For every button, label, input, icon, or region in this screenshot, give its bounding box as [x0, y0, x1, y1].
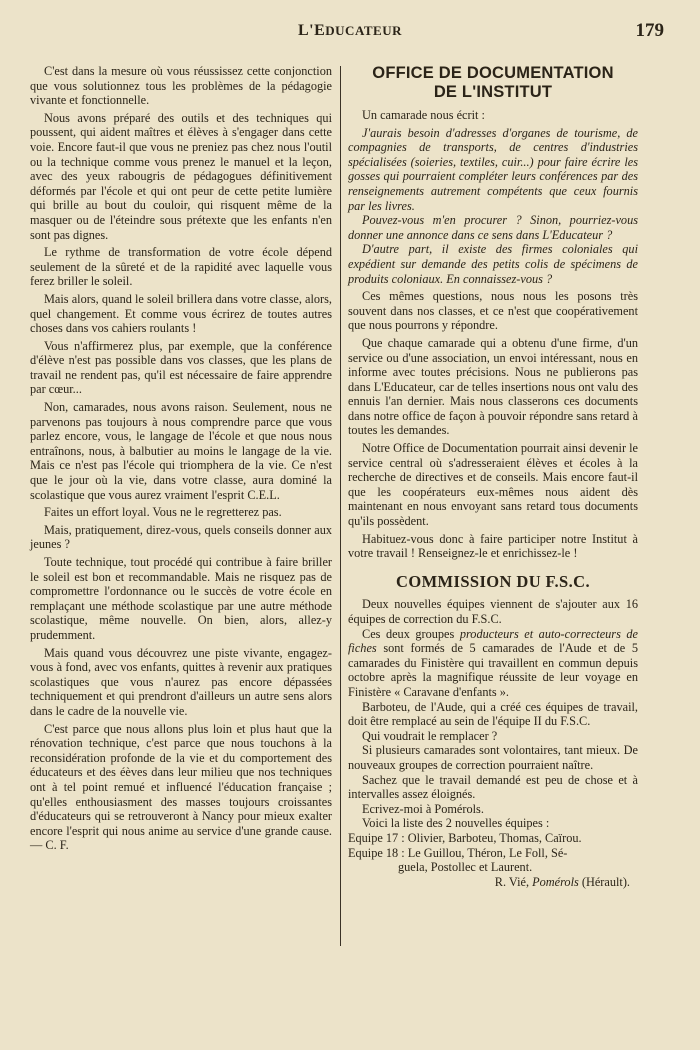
column-divider: [340, 66, 341, 946]
paragraph: Si plusieurs camarades sont volontaires, tant mieux. De nouveaux groupes de correction pourraient naître.: [348, 743, 638, 772]
paragraph: Le rythme de transformation de votre école dépend seulement de la sûreté et de la rapidité avec laquelle vous ferez briller le soleil.: [30, 245, 332, 289]
paragraph: Mais quand vous découvrez une piste vivante, engagez-vous à fond, avec vos enfants, quittes à revenir aux pratiques scolastiques que vous n'aurez pas encore dépassées techniquement et qui prendront d'ailleurs un autre sens alors dans le cadre de la nouvelle vie.: [30, 645, 332, 718]
paragraph: Ecrivez-moi à Pomérols.: [362, 801, 484, 816]
office-title-line2: DE L'INSTITUT: [433, 83, 553, 101]
paragraph: Barboteu, de l'Aude, qui a créé ces équipes de travail, doit être remplacé au sein de l'équipe II du F.S.C.: [348, 699, 638, 729]
paragraph: Mais, pratiquement, direz-vous, quels conseils donner aux jeunes ?: [30, 522, 332, 552]
left-column: [30, 64, 332, 856]
paragraph: Habituez-vous donc à faire participer notre Institut à votre travail ! Renseignez-le et enrichissez-le !: [348, 531, 638, 561]
text-run: Ces deux groupes: [362, 626, 460, 641]
paragraph: C'est parce que nous allons plus loin et plus haut que la rénovation technique, c'est parce que nous touchons à la reconsidération profonde de la vie et du comportement des éducateurs et des éèves dans leur milieu que nos techniques ont à tel point remué et influencé l'éducation française ; qu'elles enthousiasment des masses toujours croissantes d'éducateurs qui se retrouveront à Nancy pour mieux exalter encore l'esprit qui nous anime au service d'une grande cause. — C. F.: [30, 721, 332, 853]
paragraph: Que chaque camarade qui a obtenu d'une firme, d'un service ou d'une association, un envoi intéressant, nous en informe avec toutes précisions. Nous ne publierons pas dans L'Educateur, car de telles insertions nous ont valu des ennuis l'an dernier. Mais nous classerons ces documents dans notre office de façon à pouvoir répondre sans retard à toutes les demandes.: [348, 335, 638, 438]
paragraph: Ces mêmes questions, nous nous les posons très souvent dans nos classes, et ce n'est que coopérativement que nous pourrons y répondre.: [348, 289, 638, 333]
team-18-line-continued: guela, Postollec et Laurent.: [398, 860, 533, 875]
paragraph: C'est dans la mesure où vous réussissez cette conjonction que vous solutionnez tous les problèmes de la pédagogie vivante et fonctionnelle.: [30, 64, 332, 108]
text-run-italic: producteurs et auto-correcteurs de fiches: [348, 626, 638, 656]
paragraph: Voici la liste des 2 nouvelles équipes :: [362, 816, 550, 831]
paragraph: Non, camarades, nous avons raison. Seulement, nous ne parvenons pas toujours à nous comprendre parce que vous parlez encore, vous, le langage de l'école et que nous nous entraînons, nous, à balbutier au moins le langage de la vie. Mais ce n'est pas l'école qui triomphera de la vie. Ce n'est que le jour où la vie, dans votre classe, aura dominé la scolastique que vous aurez vraiment l'esprit C.E.L.: [30, 400, 332, 502]
paragraph: Qui voudrait le remplacer ?: [362, 728, 498, 743]
paragraph: Faites un effort loyal. Vous ne le regretterez pas.: [44, 505, 282, 520]
right-column: [348, 64, 638, 892]
paragraph: Nous avons préparé des outils et des techniques qui poussent, qui aident maîtres et élèves à s'engager dans cette voie. Encore faut-il que vous ne preniez pas chez nous l'outil ou la technique comme vous prenez le manuel et la leçon, avec des yeux rabougris de pédagogues définitivement déformés par l'école et qui ont peur de cette petite lumière qui brille au bout du couloir, qui risquent même de la masquer ou de l'éteindre sous prétexte que les enfants n'en sont pas dignes.: [30, 110, 332, 242]
paragraph: Deux nouvelles équipes viennent de s'ajouter aux 16 équipes de correction du F.S.C.: [348, 597, 638, 626]
office-intro: Un camarade nous écrit :: [362, 108, 485, 122]
signature: [348, 875, 630, 890]
office-title-line1: OFFICE DE DOCUMENTATION: [372, 64, 614, 82]
office-quote: D'autre part, il existe des firmes coloniales qui expédient sur demande des petits colis de spécimens de produits coloniaux. En connaissez-vous ?: [348, 242, 638, 286]
fsc-section-title: COMMISSION DU F.S.C.: [396, 571, 590, 591]
paragraph: Mais alors, quand le soleil brillera dans votre classe, alors, quel changement. Et comme vous écrirez de toutes autres choses dans vos cahiers roulants !: [30, 291, 332, 336]
journal-title: L'EDUCATEUR: [297, 22, 402, 39]
paragraph: Notre Office de Documentation pourrait ainsi devenir le service central où s'adresseraient élèves et écoles à la recherche de directives et de conseils. Mais encore faut-il que les coopérateurs eux-mêmes nous aident dès maintenant en nous envoyant sans retard tous documents qu'ils possèdent.: [348, 441, 639, 529]
team-18-line: Equipe 18 : Le Guillou, Théron, Le Foll, Sé-: [348, 845, 568, 860]
signature-place: Pomérols: [532, 874, 579, 889]
team-17-line: Equipe 17 : Olivier, Barboteu, Thomas, Caïrou.: [348, 830, 582, 845]
fsc-section: [348, 571, 638, 889]
paragraph: Toute technique, tout procédé qui contribue à faire briller le soleil est bon et recommandable. Mais ne risquez pas de compromettre l'ordonnance ou le succès de votre école en remplaçant une méthode scolastique par une autre méthode scolastique, même nouvelle. On bien, alors, allez-y prudemment.: [30, 555, 332, 642]
office-quote: J'aurais besoin d'adresses d'organes de tourisme, de compagnies de transports, de centres d'industries spécialisées (soieries, textiles, cuir...) pour faire écrire les gosses qui pourraient compléter leurs conférences par des renseignements autrement compétents que ceux fournis par les livres.: [348, 125, 638, 213]
signature-name: R. Vié,: [494, 874, 533, 889]
paragraph: [348, 627, 638, 700]
office-quote: Pouvez-vous m'en procurer ? Sinon, pourriez-vous donner une annonce dans ce sens dans L'Educateur ?: [348, 213, 638, 242]
paragraph: Vous n'affirmerez plus, par exemple, que la conférence d'élève n'est pas possible dans vos classes, que les plans de travail ne rendent pas, qu'il est nécessaire de faire apprendre par cœur...: [30, 338, 332, 397]
office-section-title: [348, 64, 638, 102]
signature-region: (Hérault).: [578, 874, 630, 889]
page-number: 179: [635, 20, 664, 41]
text-run: sont formés de 5 camarades de l'Aude et de 5 camarades du Finistère qui travaillent en commun depuis octobre après la magnifique réussite de leur voyage en Finistère « Caravane d'enfants ».: [348, 641, 638, 699]
page-header: [28, 22, 672, 48]
office-section: [348, 64, 638, 561]
paragraph: Sachez que le travail demandé est peu de chose et à intervalles assez éloignés.: [348, 772, 638, 802]
